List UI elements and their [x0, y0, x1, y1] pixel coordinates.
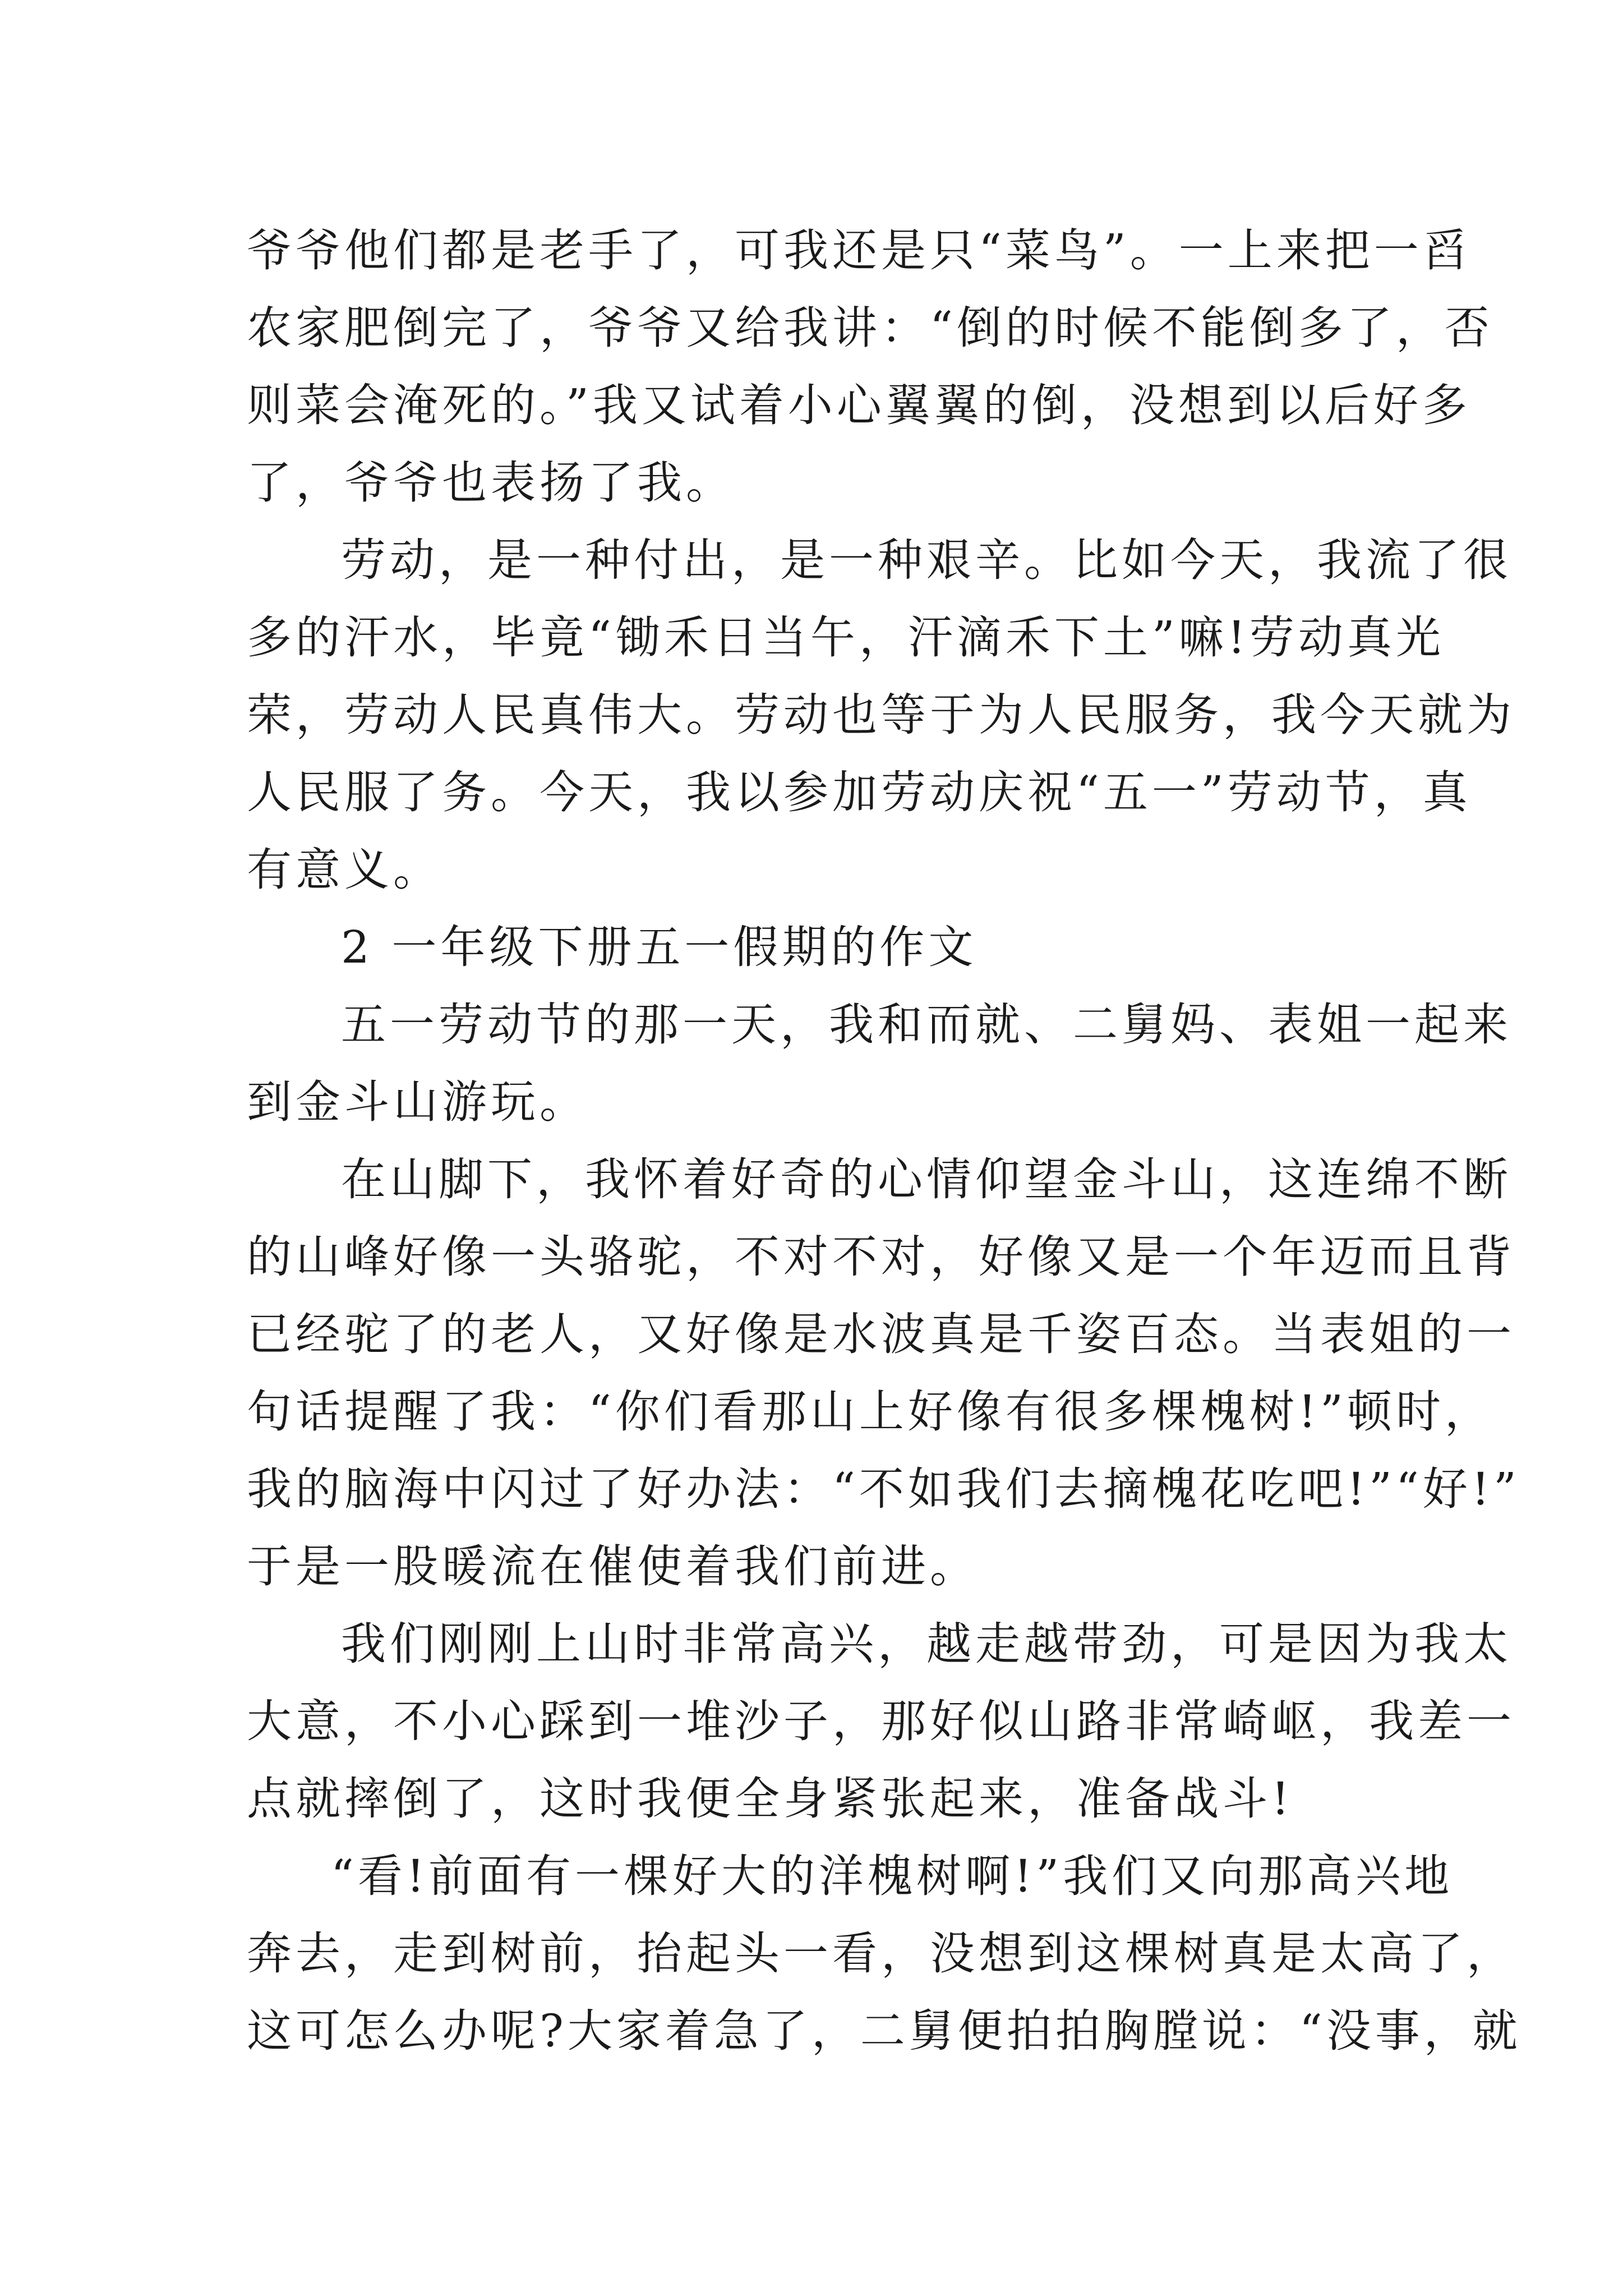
paragraph-first-line: “看!前面有一棵好大的洋槐树啊!”我们又向那高兴地	[331, 1850, 1454, 1902]
text-line: 人民服了务。今天，我以参加劳动庆祝“五一”劳动节，真	[247, 766, 1472, 818]
essay-body	[247, 212, 1521, 2070]
text-line: 已经驼了的老人，又好像是水波真是千姿百态。当表姐的一	[247, 1308, 1515, 1360]
text-line: 于是一股暖流在催使着我们前进。	[247, 1540, 979, 1593]
paragraph-first-line: 我们刚刚上山时非常高兴，越走越带劲，可是因为我太	[341, 1618, 1512, 1670]
paragraph-first-line: 在山脚下，我怀着好奇的心情仰望金斗山，这连绵不断	[341, 1153, 1512, 1205]
text-line: 句话提醒了我：“你们看那山上好像有很多棵槐树!”顿时，	[247, 1386, 1493, 1438]
text-line: 有意义。	[247, 844, 442, 896]
text-line: 爷爷他们都是老手了，可我还是只“菜鸟”。一上来把一舀	[247, 224, 1472, 277]
text-line: 多的汗水，毕竟“锄禾日当午，汗滴禾下土”嘛!劳动真光	[247, 611, 1445, 664]
text-line: 大意，不小心踩到一堆沙子，那好似山路非常崎岖，我差一	[247, 1695, 1515, 1747]
paragraph-first-line: 劳动，是一种付出，是一种艰辛。比如今天，我流了很	[341, 534, 1512, 586]
text-line: 到金斗山游玩。	[247, 1076, 588, 1128]
text-line: 则菜会淹死的。”我又试着小心翼翼的倒，没想到以后好多	[247, 379, 1471, 431]
paragraph-first-line: 五一劳动节的那一天，我和而就、二舅妈、表姐一起来	[341, 999, 1512, 1051]
text-line: 奔去，走到树前，抬起头一看，没想到这棵树真是太高了，	[247, 1927, 1515, 1980]
text-line: 荣，劳动人民真伟大。劳动也等于为人民服务，我今天就为	[247, 689, 1515, 741]
section-heading: 2 一年级下册五一假期的作文	[341, 921, 978, 973]
text-line: 我的脑海中闪过了好办法：“不如我们去摘槐花吃吧!”“好!”	[247, 1463, 1520, 1515]
text-line: 农家肥倒完了，爷爷又给我讲：“倒的时候不能倒多了，否	[247, 302, 1493, 354]
text-line: 了，爷爷也表扬了我。	[247, 457, 735, 509]
text-line: 点就摔倒了，这时我便全身紧张起来，准备战斗!	[247, 1773, 1294, 1825]
text-line: 的山峰好像一头骆驼，不对不对，好像又是一个年迈而且背	[247, 1231, 1515, 1283]
text-line: 这可怎么办呢?大家着急了，二舅便拍拍胸膛说：“没事，就	[247, 2005, 1521, 2057]
